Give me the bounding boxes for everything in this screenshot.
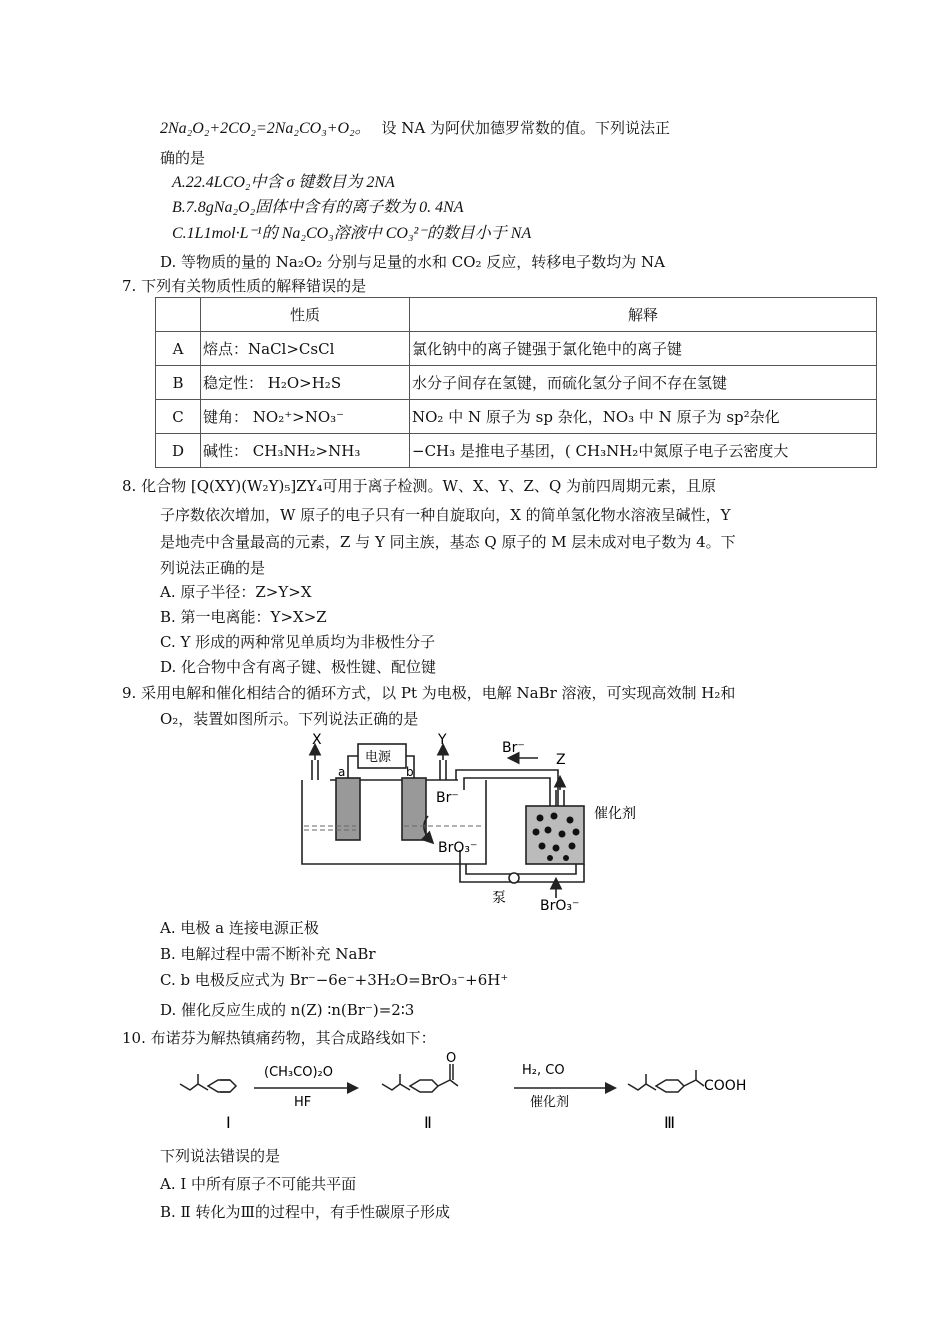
table-row [156, 332, 877, 366]
row-label: C [156, 400, 201, 434]
br-top-label: Br⁻ [502, 740, 525, 756]
row-property: 键角： NO₂⁺>NO₃⁻ [201, 400, 410, 434]
q10-stem: 10. 布诺芬为解热镇痛药物，其合成路线如下： [122, 1029, 436, 1047]
row-property: 碱性： CH₃NH₂>NH₃ [201, 434, 410, 468]
table-header-row [156, 298, 877, 332]
header-explanation: 解释 [410, 298, 877, 332]
row-label: D [156, 434, 201, 468]
q9-option-b: B. 电解过程中需不断补充 NaBr [160, 945, 376, 963]
q9-stem: 9. 采用电解和催化相结合的循环方式，以 Pt 为电极，电解 NaBr 溶液，可实现高效制 H₂和 [122, 684, 736, 702]
table-row [156, 434, 877, 468]
row-explanation: NO₂ 中 N 原子为 sp 杂化，NO₃ 中 N 原子为 sp²杂化 [410, 400, 877, 434]
q9-option-c: C. b 电极反应式为 Br⁻−6e⁻+3H₂O=BrO₃⁻+6H⁺ [160, 971, 509, 989]
q8-stem: 8. 化合物 [Q(XY)(W₂Y)₅]ZY₄可用于离子检测。W、X、Y、Z、Q 为前四周期元素，且原 [122, 477, 717, 495]
compound-3-label: Ⅲ [664, 1113, 676, 1132]
reagent1-bottom: HF [294, 1095, 312, 1110]
row-property: 稳定性： H₂O>H₂S [201, 366, 410, 400]
carbonyl-o-label: O [446, 1051, 457, 1066]
row-label: A [156, 332, 201, 366]
q6-option-a: A.22.4LCO₂中含 σ 键数目为 2NA [172, 174, 395, 191]
synthesis-route-diagram [160, 1048, 800, 1138]
electrolysis-apparatus-diagram [290, 730, 670, 916]
q8-stem4: 列说法正确的是 [160, 559, 266, 577]
q9-option-d: D. 催化反应生成的 n(Z) ∶n(Br⁻)=2∶3 [160, 1001, 415, 1019]
q9-option-a: A. 电极 a 连接电源正极 [160, 919, 319, 937]
q8-option-c: C. Y 形成的两种常见单质均为非极性分子 [160, 633, 436, 651]
row-label: B [156, 366, 201, 400]
electrode-b-label: b [406, 765, 414, 779]
q8-option-d: D. 化合物中含有离子键、极性键、配位键 [160, 658, 437, 676]
q6-equation: 2Na₂O₂+2CO₂=2Na₂CO₃+O₂。 [160, 120, 371, 137]
q10-option-a: A. Ⅰ 中所有原子不可能共平面 [160, 1175, 357, 1193]
q8-option-b: B. 第一电离能：Y>X>Z [160, 608, 327, 626]
catalyst-label: 催化剂 [594, 806, 636, 822]
q6-option-d: D. 等物质的量的 Na₂O₂ 分别与足量的水和 CO₂ 反应，转移电子数均为 NA [160, 253, 666, 271]
q10-option-b: B. Ⅱ 转化为Ⅲ的过程中，有手性碳原子形成 [160, 1203, 450, 1221]
q7-stem: 7. 下列有关物质性质的解释错误的是 [122, 277, 367, 295]
q6-option-b: B.7.8gNa₂O₂固体中含有的离子数为 0. 4NA [172, 199, 464, 216]
q10-question: 下列说法错误的是 [160, 1147, 281, 1165]
q7-table [155, 297, 877, 468]
row-explanation: −CH₃ 是推电子基团，( CH₃NH₂中氮原子电子云密度大 [410, 434, 877, 468]
x-label: X [312, 732, 322, 748]
header-property: 性质 [201, 298, 410, 332]
q8-stem2: 子序数依次增加，W 原子的电子只有一种自旋取向，X 的简单氢化物水溶液呈碱性，Y [160, 506, 731, 524]
reagent2-top: H₂, CO [522, 1063, 565, 1078]
q6-stem2: 确的是 [160, 149, 206, 167]
cooh-label: COOH [704, 1078, 747, 1094]
table-row [156, 400, 877, 434]
q8-option-a: A. 原子半径：Z>Y>X [160, 583, 312, 601]
q8-stem3: 是地壳中含量最高的元素，Z 与 Y 同主族，基态 Q 原子的 M 层未成对电子数为 4。下 [160, 533, 736, 551]
table-row [156, 366, 877, 400]
br-mid-label: Br⁻ [436, 790, 459, 806]
q6-stem: 设 NA 为阿伏加德罗常数的值。下列说法正 [381, 119, 670, 137]
compound-1-label: Ⅰ [226, 1113, 231, 1132]
pump-label: 泵 [492, 890, 506, 906]
reagent1-top: (CH₃CO)₂O [264, 1065, 333, 1080]
row-explanation: 氯化钠中的离子键强于氯化铯中的离子键 [410, 332, 877, 366]
reagent2-bottom: 催化剂 [530, 1095, 570, 1110]
bro3-bottom-label: BrO₃⁻ [540, 898, 580, 914]
power-label: 电源 [365, 750, 392, 765]
q6-equation-line [160, 118, 670, 139]
compound-2-label: Ⅱ [424, 1113, 432, 1132]
q9-stem2: O₂，装置如图所示。下列说法正确的是 [160, 710, 419, 728]
electrode-a-label: a [338, 765, 346, 779]
bro3-mid-label: BrO₃⁻ [438, 840, 478, 856]
y-label: Y [438, 732, 447, 748]
z-label: Z [556, 752, 566, 768]
row-explanation: 水分子间存在氢键，而硫化氢分子间不存在氢键 [410, 366, 877, 400]
q6-option-c: C.1L1mol·L⁻¹的 Na₂CO₃溶液中 CO₃²⁻的数目小于 NA [172, 225, 532, 242]
row-property: 熔点：NaCl>CsCl [201, 332, 410, 366]
